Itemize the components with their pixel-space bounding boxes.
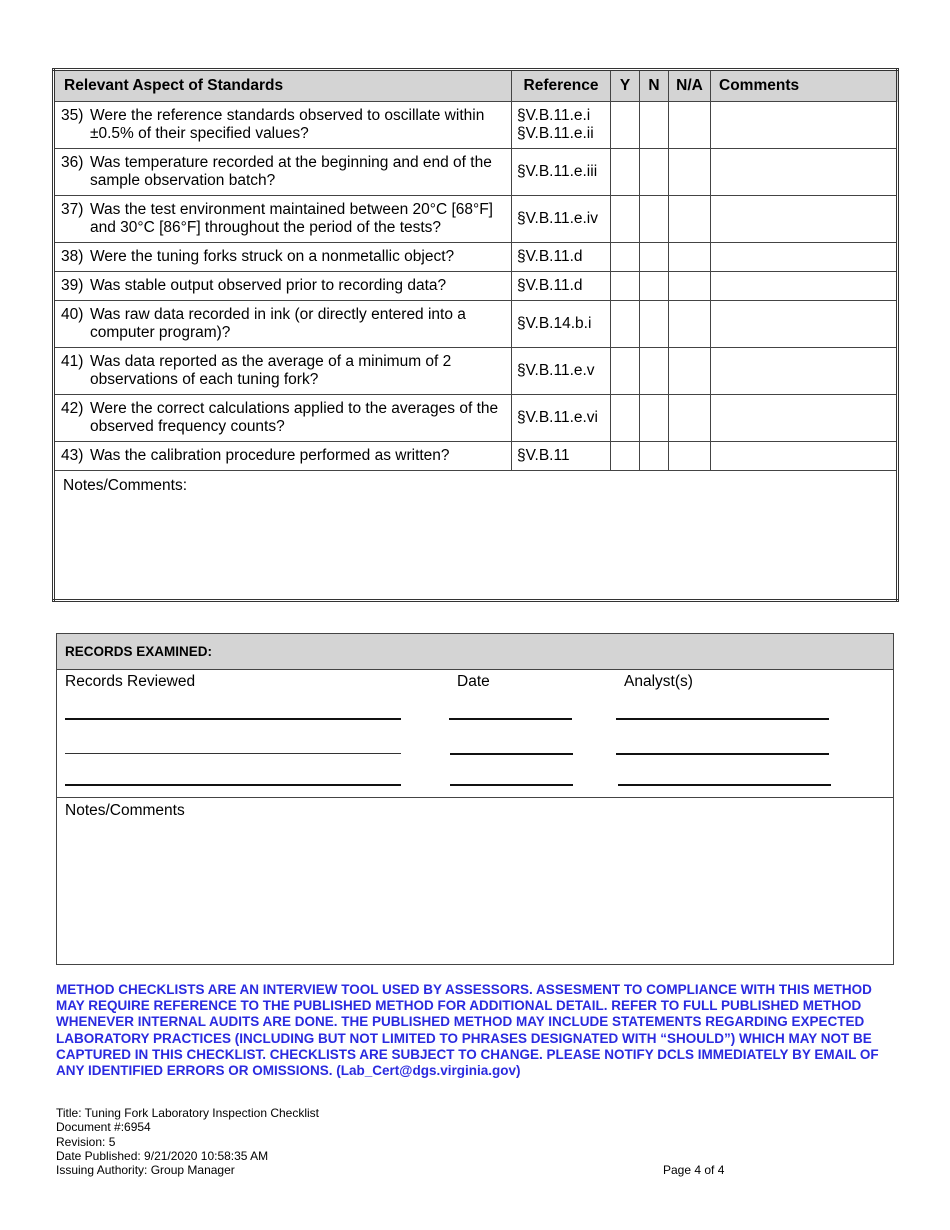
footer-revision: Revision: 5 bbox=[56, 1134, 116, 1149]
yes-cell[interactable] bbox=[611, 348, 640, 395]
table-header-row bbox=[54, 70, 898, 102]
header-reference: Reference bbox=[512, 70, 611, 102]
records-divider bbox=[57, 797, 893, 798]
header-comments: Comments bbox=[711, 70, 898, 102]
question-number: 43) bbox=[61, 447, 84, 464]
no-cell[interactable] bbox=[640, 149, 669, 196]
analyst-label: Analyst(s) bbox=[624, 673, 693, 690]
reference-cell bbox=[512, 395, 611, 442]
question-cell bbox=[54, 301, 512, 348]
na-cell[interactable] bbox=[669, 196, 711, 243]
reference-text: §V.B.11.d bbox=[517, 248, 583, 265]
records-title: RECORDS EXAMINED: bbox=[57, 634, 893, 670]
footer-title: Title: Tuning Fork Laboratory Inspection Checklist bbox=[56, 1106, 320, 1120]
na-cell[interactable] bbox=[669, 149, 711, 196]
yes-cell[interactable] bbox=[611, 102, 640, 149]
na-cell[interactable] bbox=[669, 102, 711, 149]
yes-cell[interactable] bbox=[611, 196, 640, 243]
no-cell[interactable] bbox=[640, 243, 669, 272]
reference-cell bbox=[512, 301, 611, 348]
page-number: Page 4 of 4 bbox=[663, 1163, 725, 1177]
records-reviewed-label: Records Reviewed bbox=[65, 673, 196, 690]
comments-cell[interactable] bbox=[711, 348, 898, 395]
reference-cell bbox=[512, 348, 611, 395]
checklist-row bbox=[54, 301, 898, 348]
yes-cell[interactable] bbox=[611, 395, 640, 442]
reference-text: §V.B.11 bbox=[517, 447, 570, 464]
reference-cell bbox=[512, 149, 611, 196]
question-number: 39) bbox=[61, 277, 84, 294]
date-line-3[interactable] bbox=[450, 784, 573, 786]
question-cell bbox=[54, 102, 512, 149]
reference-text: §V.B.11.e.iv bbox=[517, 210, 599, 227]
no-cell[interactable] bbox=[640, 301, 669, 348]
checklist-row bbox=[54, 395, 898, 442]
na-cell[interactable] bbox=[669, 348, 711, 395]
na-cell[interactable] bbox=[669, 272, 711, 301]
na-cell[interactable] bbox=[669, 243, 711, 272]
analyst-line-2[interactable] bbox=[616, 753, 829, 755]
analyst-line-3[interactable] bbox=[618, 784, 831, 786]
disclaimer-text: METHOD CHECKLISTS ARE AN INTERVIEW TOOL USED BY ASSESSORS. ASSESMENT TO COMPLIANCE WITH THIS METHOD MAY REQUIRE REFERENCE TO THE PUBLISHED METHOD FOR ADDITIONAL DETAIL. REFER TO FULL PUBLISHED METHOD WHENEVER INTERNAL AUDITS ARE DONE. THE PUBLISHED METHOD MAY INCLUDE STATEMENTS REGARDING EXPECTED LABORATORY PRACTICES (INCLUDING BUT NOT LIMITED TO PHRASES DESIGNATED WITH “SHOULD”) WHICH MAY NOT BE CAPTURED IN THIS CHECKLIST. CHECKLISTS ARE SUBJECT TO CHANGE. PLEASE NOTIFY DCLS IMMEDIATELY BY EMAIL OF ANY IDENTIFIED ERRORS OR OMISSIONS. (Lab_Cert@dgs.virginia.gov) bbox=[56, 982, 879, 1079]
question-text: Was temperature recorded at the beginning and end of the sample observation batch? bbox=[90, 154, 492, 189]
notes-comments-cell[interactable] bbox=[54, 471, 898, 601]
reference-cell bbox=[512, 442, 611, 471]
records-line-2[interactable] bbox=[65, 753, 401, 754]
reference-text: §V.B.11.e.vi bbox=[517, 409, 599, 426]
no-cell[interactable] bbox=[640, 102, 669, 149]
reference-cell bbox=[512, 102, 611, 149]
question-number: 38) bbox=[61, 248, 84, 265]
checklist-table bbox=[52, 68, 899, 602]
reference-cell bbox=[512, 196, 611, 243]
question-cell bbox=[54, 442, 512, 471]
question-cell bbox=[54, 395, 512, 442]
date-label: Date bbox=[457, 673, 490, 690]
footer-published: Date Published: 9/21/2020 10:58:35 AM bbox=[56, 1148, 269, 1163]
reference-text: §V.B.11.e.v bbox=[517, 362, 595, 379]
checklist-row bbox=[54, 243, 898, 272]
question-text: Was stable output observed prior to recording data? bbox=[90, 277, 447, 294]
question-text: Were the reference standards observed to oscillate within ±0.5% of their specified values? bbox=[90, 107, 485, 142]
reference-text-2: §V.B.11.e.ii bbox=[517, 125, 594, 142]
question-number: 41) bbox=[61, 353, 84, 370]
comments-cell[interactable] bbox=[711, 272, 898, 301]
question-text: Was raw data recorded in ink (or directly entered into a computer program)? bbox=[90, 306, 466, 341]
yes-cell[interactable] bbox=[611, 301, 640, 348]
reference-text: §V.B.11.e.iii bbox=[517, 163, 598, 180]
question-text: Was the calibration procedure performed as written? bbox=[90, 447, 450, 464]
question-text: Were the tuning forks struck on a nonmetallic object? bbox=[90, 248, 455, 265]
question-cell bbox=[54, 149, 512, 196]
na-cell[interactable] bbox=[669, 442, 711, 471]
question-number: 35) bbox=[61, 107, 84, 124]
comments-cell[interactable] bbox=[711, 301, 898, 348]
reference-text: §V.B.11.e.i bbox=[517, 107, 591, 124]
document-footer bbox=[56, 1106, 319, 1177]
records-line-1[interactable] bbox=[65, 718, 401, 720]
checklist-row bbox=[54, 149, 898, 196]
comments-cell[interactable] bbox=[711, 149, 898, 196]
yes-cell[interactable] bbox=[611, 149, 640, 196]
na-cell[interactable] bbox=[669, 395, 711, 442]
checklist-row bbox=[54, 272, 898, 301]
header-yes: Y bbox=[611, 70, 640, 102]
na-cell[interactable] bbox=[669, 301, 711, 348]
yes-cell[interactable] bbox=[611, 272, 640, 301]
no-cell[interactable] bbox=[640, 348, 669, 395]
checklist-row bbox=[54, 196, 898, 243]
yes-cell[interactable] bbox=[611, 442, 640, 471]
reference-cell bbox=[512, 243, 611, 272]
question-cell bbox=[54, 272, 512, 301]
question-number: 42) bbox=[61, 400, 84, 417]
comments-cell[interactable] bbox=[711, 395, 898, 442]
footer-authority: Issuing Authority: Group Manager bbox=[56, 1163, 235, 1178]
yes-cell[interactable] bbox=[611, 243, 640, 272]
question-number: 40) bbox=[61, 306, 84, 323]
records-notes-label: Notes/Comments bbox=[65, 802, 185, 819]
no-cell[interactable] bbox=[640, 272, 669, 301]
question-number: 37) bbox=[61, 201, 84, 218]
comments-cell[interactable] bbox=[711, 102, 898, 149]
question-cell bbox=[54, 196, 512, 243]
comments-cell[interactable] bbox=[711, 442, 898, 471]
analyst-line-1[interactable] bbox=[616, 718, 829, 720]
header-aspect: Relevant Aspect of Standards bbox=[54, 70, 512, 102]
no-cell[interactable] bbox=[640, 442, 669, 471]
header-no: N bbox=[640, 70, 669, 102]
date-line-2[interactable] bbox=[450, 753, 573, 755]
records-line-3[interactable] bbox=[65, 784, 401, 786]
question-cell bbox=[54, 348, 512, 395]
no-cell[interactable] bbox=[640, 196, 669, 243]
question-text: Were the correct calculations applied to the averages of the observed frequency counts? bbox=[90, 400, 499, 435]
records-examined-box bbox=[56, 633, 894, 965]
notes-row bbox=[54, 471, 898, 601]
question-number: 36) bbox=[61, 154, 84, 171]
reference-text: §V.B.14.b.i bbox=[517, 315, 592, 332]
comments-cell[interactable] bbox=[711, 243, 898, 272]
question-text: Was data reported as the average of a minimum of 2 observations of each tuning fork? bbox=[90, 353, 452, 388]
checklist-row bbox=[54, 102, 898, 149]
checklist-row bbox=[54, 442, 898, 471]
no-cell[interactable] bbox=[640, 395, 669, 442]
date-line-1[interactable] bbox=[449, 718, 572, 720]
comments-cell[interactable] bbox=[711, 196, 898, 243]
question-cell bbox=[54, 243, 512, 272]
reference-text: §V.B.11.d bbox=[517, 277, 583, 294]
checklist-row bbox=[54, 348, 898, 395]
header-na: N/A bbox=[669, 70, 711, 102]
footer-document: Document #:6954 bbox=[56, 1120, 151, 1135]
notes-comments-label: Notes/Comments: bbox=[63, 477, 188, 494]
question-text: Was the test environment maintained between 20°C [68°F] and 30°C [86°F] throughout the period of the tests? bbox=[90, 201, 493, 236]
reference-cell bbox=[512, 272, 611, 301]
